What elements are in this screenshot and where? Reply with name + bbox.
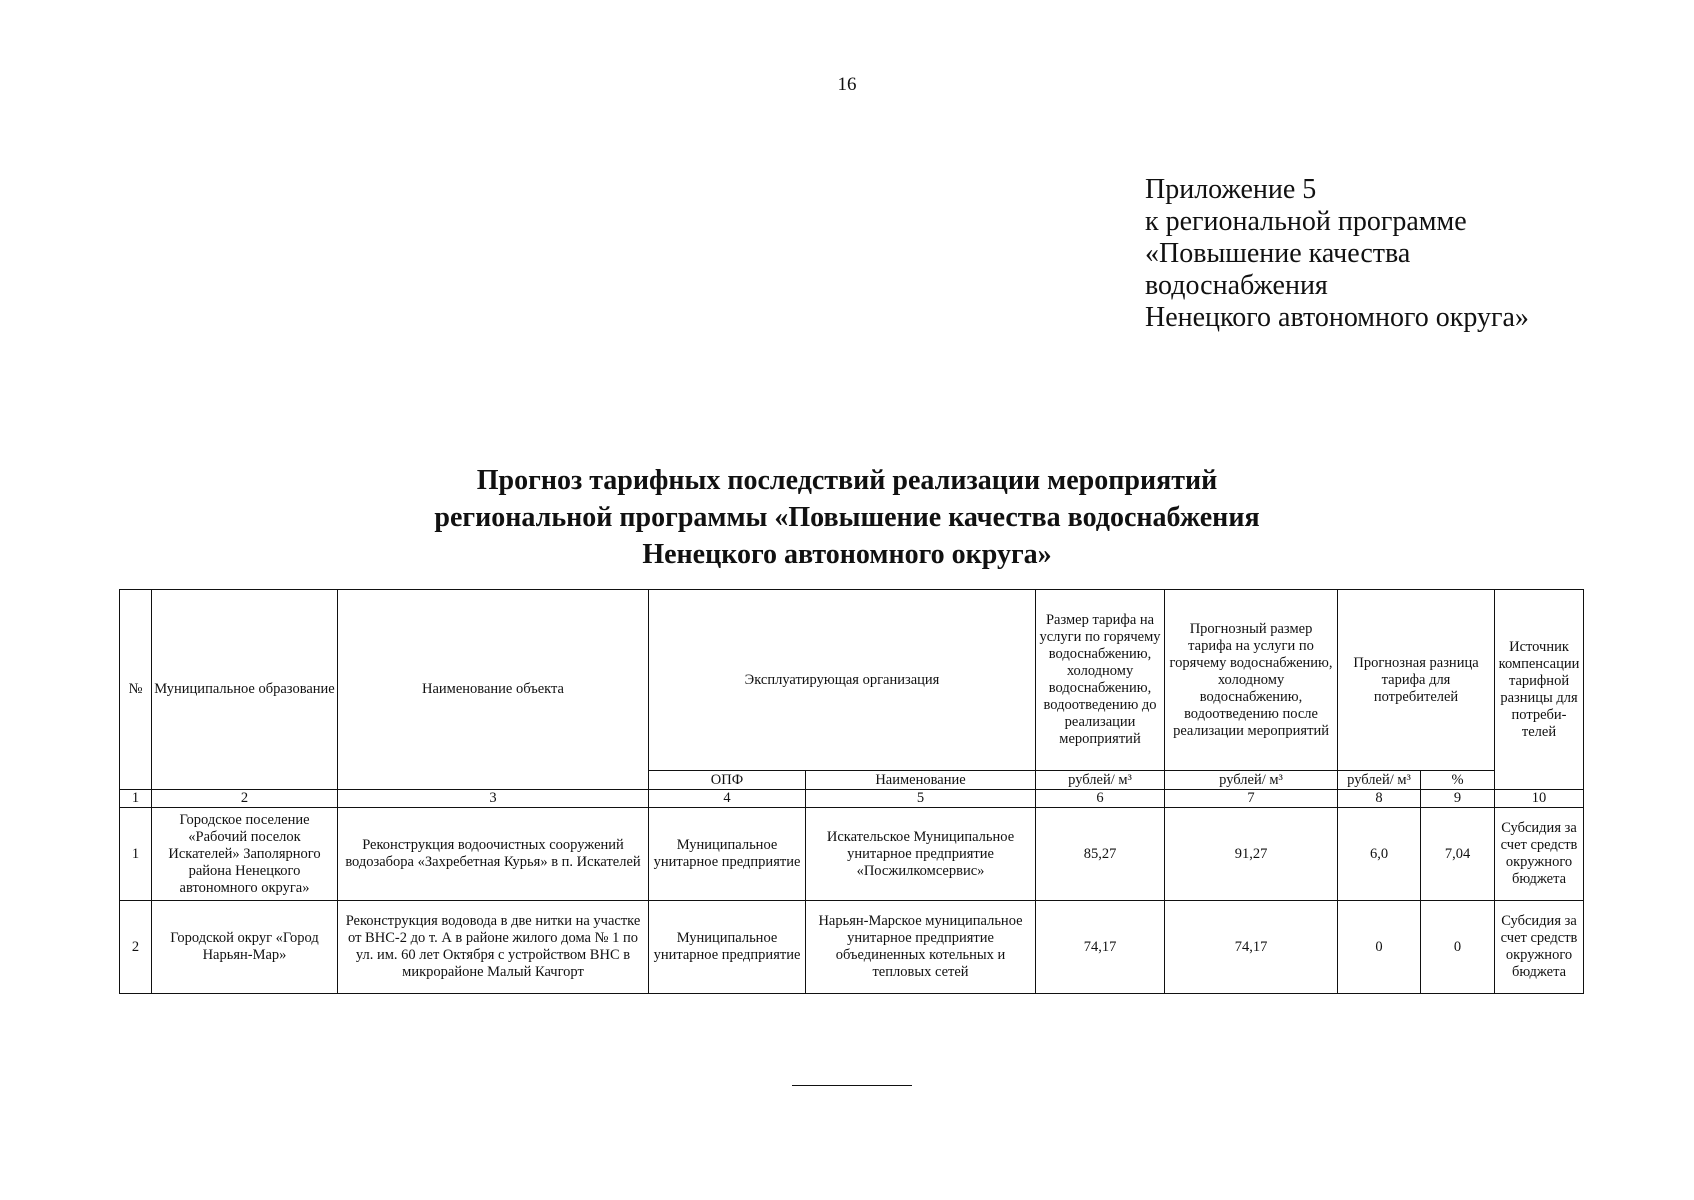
cell-operator-name: Искательское Муниципальное унитарное предприятие «Посжилкомсервис» bbox=[806, 808, 1036, 901]
cell-diff-percent: 0 bbox=[1421, 901, 1495, 994]
header-tariff-after: Прогнозный размер тарифа на услуги по горячему водоснабжению, холодному водоснабжению, водоотведению после реализации мероприятий bbox=[1165, 590, 1338, 771]
title-line: Ненецкого автономного округа» bbox=[642, 539, 1052, 570]
header-num: № bbox=[120, 590, 152, 790]
header-object: Наименование объекта bbox=[338, 590, 649, 790]
appendix-line: водоснабжения bbox=[1145, 270, 1328, 301]
cell-opf: Муниципальное унитарное предприятие bbox=[649, 808, 806, 901]
column-number: 1 bbox=[120, 790, 152, 808]
unit-percent: % bbox=[1421, 771, 1495, 790]
column-number: 8 bbox=[1338, 790, 1421, 808]
appendix-note bbox=[1145, 174, 1529, 334]
header-name: Наименование bbox=[806, 771, 1036, 790]
appendix-line: Приложение 5 bbox=[1145, 174, 1317, 205]
page-number: 16 bbox=[837, 74, 857, 95]
cell-tariff-before: 85,27 bbox=[1036, 808, 1165, 901]
column-number: 5 bbox=[806, 790, 1036, 808]
cell-municipality: Городской округ «Город Нарьян-Мар» bbox=[152, 901, 338, 994]
header-municipality: Муниципальное образование bbox=[152, 590, 338, 790]
cell-tariff-before: 74,17 bbox=[1036, 901, 1165, 994]
column-number: 7 bbox=[1165, 790, 1338, 808]
column-number-row bbox=[120, 790, 1584, 808]
header-tariff-before: Размер тарифа на услуги по горячему водоснабжению, холодному водоснабжению, водоотведению до реализации мероприятий bbox=[1036, 590, 1165, 771]
column-number: 2 bbox=[152, 790, 338, 808]
cell-diff-percent: 7,04 bbox=[1421, 808, 1495, 901]
column-number: 9 bbox=[1421, 790, 1495, 808]
column-number: 3 bbox=[338, 790, 649, 808]
title-line: Прогноз тарифных последствий реализации мероприятий bbox=[476, 465, 1218, 496]
document-title bbox=[0, 462, 1694, 573]
table-row bbox=[120, 901, 1584, 994]
cell-municipality: Городское поселение «Рабочий поселок Искателей» Заполярного района Ненецкого автономного округа» bbox=[152, 808, 338, 901]
tariff-forecast-table bbox=[119, 589, 1584, 994]
column-number: 6 bbox=[1036, 790, 1165, 808]
cell-diff-rub: 0 bbox=[1338, 901, 1421, 994]
header-source: Источник компенсации тарифной разницы для потреби-телей bbox=[1495, 590, 1584, 790]
cell-source: Субсидия за счет средств окружного бюджета bbox=[1495, 808, 1584, 901]
cell-source: Субсидия за счет средств окружного бюджета bbox=[1495, 901, 1584, 994]
cell-opf: Муниципальное унитарное предприятие bbox=[649, 901, 806, 994]
cell-num: 2 bbox=[120, 901, 152, 994]
header-operator: Эксплуатирующая организация bbox=[649, 590, 1036, 771]
cell-num: 1 bbox=[120, 808, 152, 901]
column-number: 4 bbox=[649, 790, 806, 808]
cell-tariff-after: 91,27 bbox=[1165, 808, 1338, 901]
column-number: 10 bbox=[1495, 790, 1584, 808]
footer-divider bbox=[792, 1085, 912, 1086]
table-row bbox=[120, 808, 1584, 901]
unit-tariff-before: рублей/ м³ bbox=[1036, 771, 1165, 790]
cell-object: Реконструкция водовода в две нитки на участке от ВНС-2 до т. А в районе жилого дома № 1 по ул. им. 60 лет Октября с устройством ВНС в микрорайоне Малый Качгорт bbox=[338, 901, 649, 994]
cell-tariff-after: 74,17 bbox=[1165, 901, 1338, 994]
header-difference: Прогнозная разница тарифа для потребителей bbox=[1338, 590, 1495, 771]
header-row bbox=[120, 590, 1584, 771]
cell-diff-rub: 6,0 bbox=[1338, 808, 1421, 901]
appendix-line: Ненецкого автономного округа» bbox=[1145, 302, 1529, 333]
appendix-line: к региональной программе bbox=[1145, 206, 1467, 237]
unit-difference: рублей/ м³ bbox=[1338, 771, 1421, 790]
title-line: региональной программы «Повышение качества водоснабжения bbox=[434, 502, 1260, 533]
cell-object: Реконструкция водоочистных сооружений водозабора «Захребетная Курья» в п. Искателей bbox=[338, 808, 649, 901]
appendix-line: «Повышение качества bbox=[1145, 238, 1411, 269]
cell-operator-name: Нарьян-Марское муниципальное унитарное предприятие объединенных котельных и тепловых сетей bbox=[806, 901, 1036, 994]
unit-tariff-after: рублей/ м³ bbox=[1165, 771, 1338, 790]
header-opf: ОПФ bbox=[649, 771, 806, 790]
